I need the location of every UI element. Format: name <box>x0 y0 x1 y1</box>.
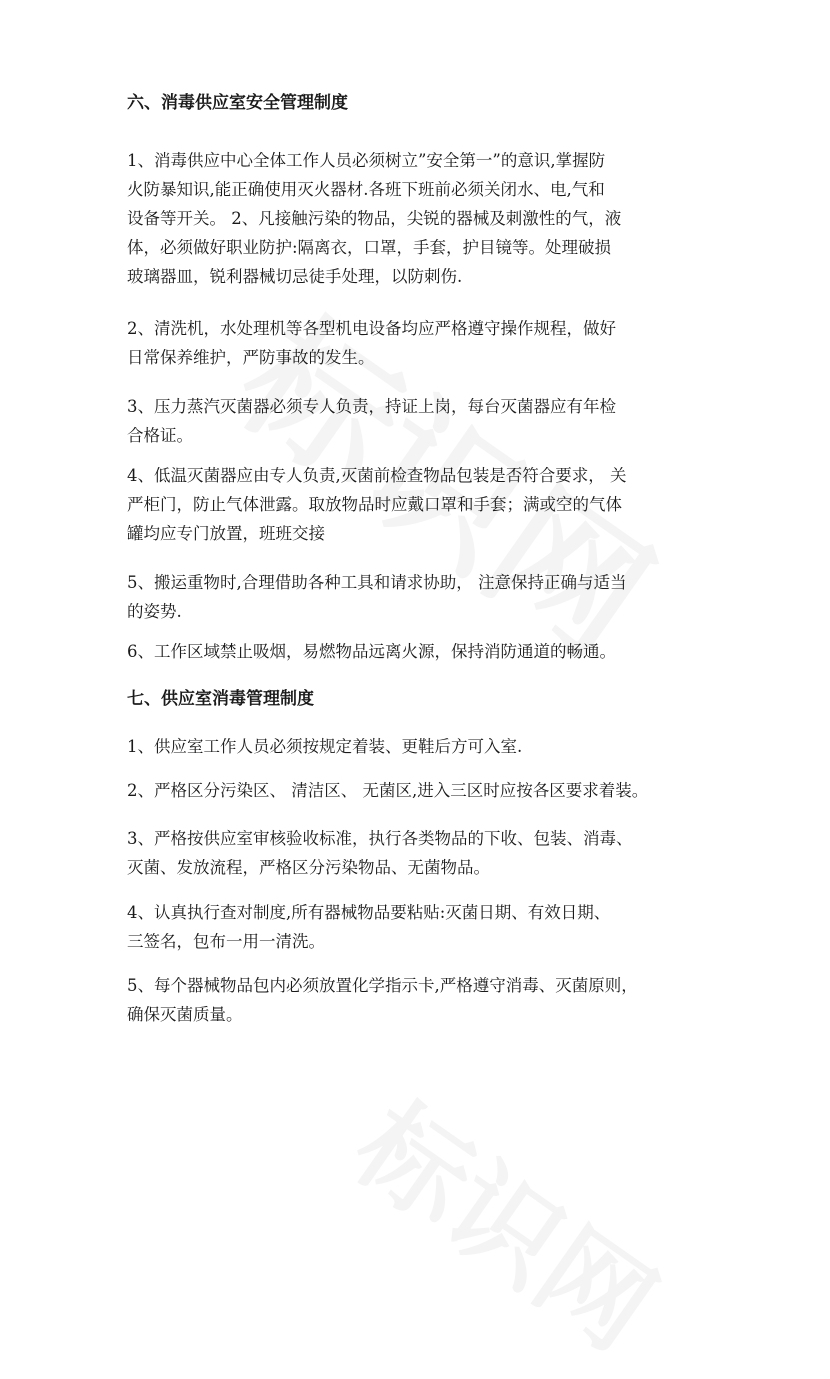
paragraph-line: 2、清洗机，水处理机等各型机电设备均应严格遵守操作规程，做好 <box>127 319 616 338</box>
paragraph-line: 3、压力蒸汽灭菌器必须专人负责，持证上岗，每台灭菌器应有年检 <box>127 397 616 416</box>
paragraph-line: 6、工作区域禁止吸烟，易燃物品远离火源，保持消防通道的畅通。 <box>127 642 616 661</box>
paragraph-line: 的姿势. <box>127 602 182 621</box>
paragraph-line: 玻璃器皿，锐利器械切忌徒手处理，以防刺伤. <box>127 267 463 286</box>
section-6-item-6 <box>127 637 722 666</box>
paragraph-line: 确保灭菌质量。 <box>127 1005 243 1024</box>
paragraph-line: 1、供应室工作人员必须按规定着装、更鞋后方可入室. <box>127 737 523 756</box>
paragraph-line: 3、严格按供应室审核验收标准，执行各类物品的下收、包装、消毒、 <box>127 829 633 848</box>
paragraph-line: 4、低温灭菌器应由专人负责,灭菌前检查物品包装是否符合要求， 关 <box>127 466 627 485</box>
paragraph-line: 体，必须做好职业防护:隔离衣，口罩，手套，护目镜等。处理破损 <box>127 238 612 257</box>
section-6-item-4 <box>127 461 722 548</box>
paragraph-line: 严柜门，防止气体泄露。取放物品时应戴口罩和手套；满或空的气体 <box>127 495 622 514</box>
section-6-item-3 <box>127 392 722 450</box>
paragraph-line: 合格证。 <box>127 426 193 445</box>
section-7-title: 七、供应室消毒管理制度 <box>127 689 314 709</box>
section-7-item-2 <box>127 776 722 805</box>
paragraph-line: 三签名，包布一用一清洗。 <box>127 932 325 951</box>
paragraph-line: 灭菌、发放流程，严格区分污染物品、无菌物品。 <box>127 858 490 877</box>
section-6-item-5 <box>127 568 722 626</box>
watermark-text-bottom <box>329 1060 690 1379</box>
paragraph-line: 罐均应专门放置，班班交接 <box>127 524 325 543</box>
paragraph-line: 5、每个器械物品包内必须放置化学指示卡,严格遵守消毒、灭菌原则， <box>127 976 638 995</box>
section-7-item-3 <box>127 824 722 882</box>
paragraph-line: 2、严格区分污染区、 清洁区、 无菌区,进入三区时应按各区要求着装。 <box>127 781 649 800</box>
paragraph-line: 火防暴知识,能正确使用灭火器材.各班下班前必须关闭水、电,气和 <box>127 180 605 199</box>
section-7-item-4 <box>127 898 722 956</box>
paragraph-line: 日常保养维护，严防事故的发生。 <box>127 348 375 367</box>
section-7-item-5 <box>127 971 722 1029</box>
paragraph-line: 4、认真执行查对制度,所有器械物品要粘贴:灭菌日期、有效日期、 <box>127 903 611 922</box>
paragraph-line: 设备等开关。 2、凡接触污染的物品，尖锐的器械及刺激性的气，液 <box>127 209 622 228</box>
section-6-item-1 <box>127 146 722 291</box>
paragraph-line: 1、消毒供应中心全体工作人员必须树立”安全第一”的意识,掌握防 <box>127 151 606 170</box>
section-6-title: 六、消毒供应室安全管理制度 <box>127 93 348 113</box>
paragraph-line: 5、搬运重物时,合理借助各种工具和请求协助， 注意保持正确与适当 <box>127 573 627 592</box>
section-7-item-1 <box>127 732 722 761</box>
section-6-item-2 <box>127 314 722 372</box>
